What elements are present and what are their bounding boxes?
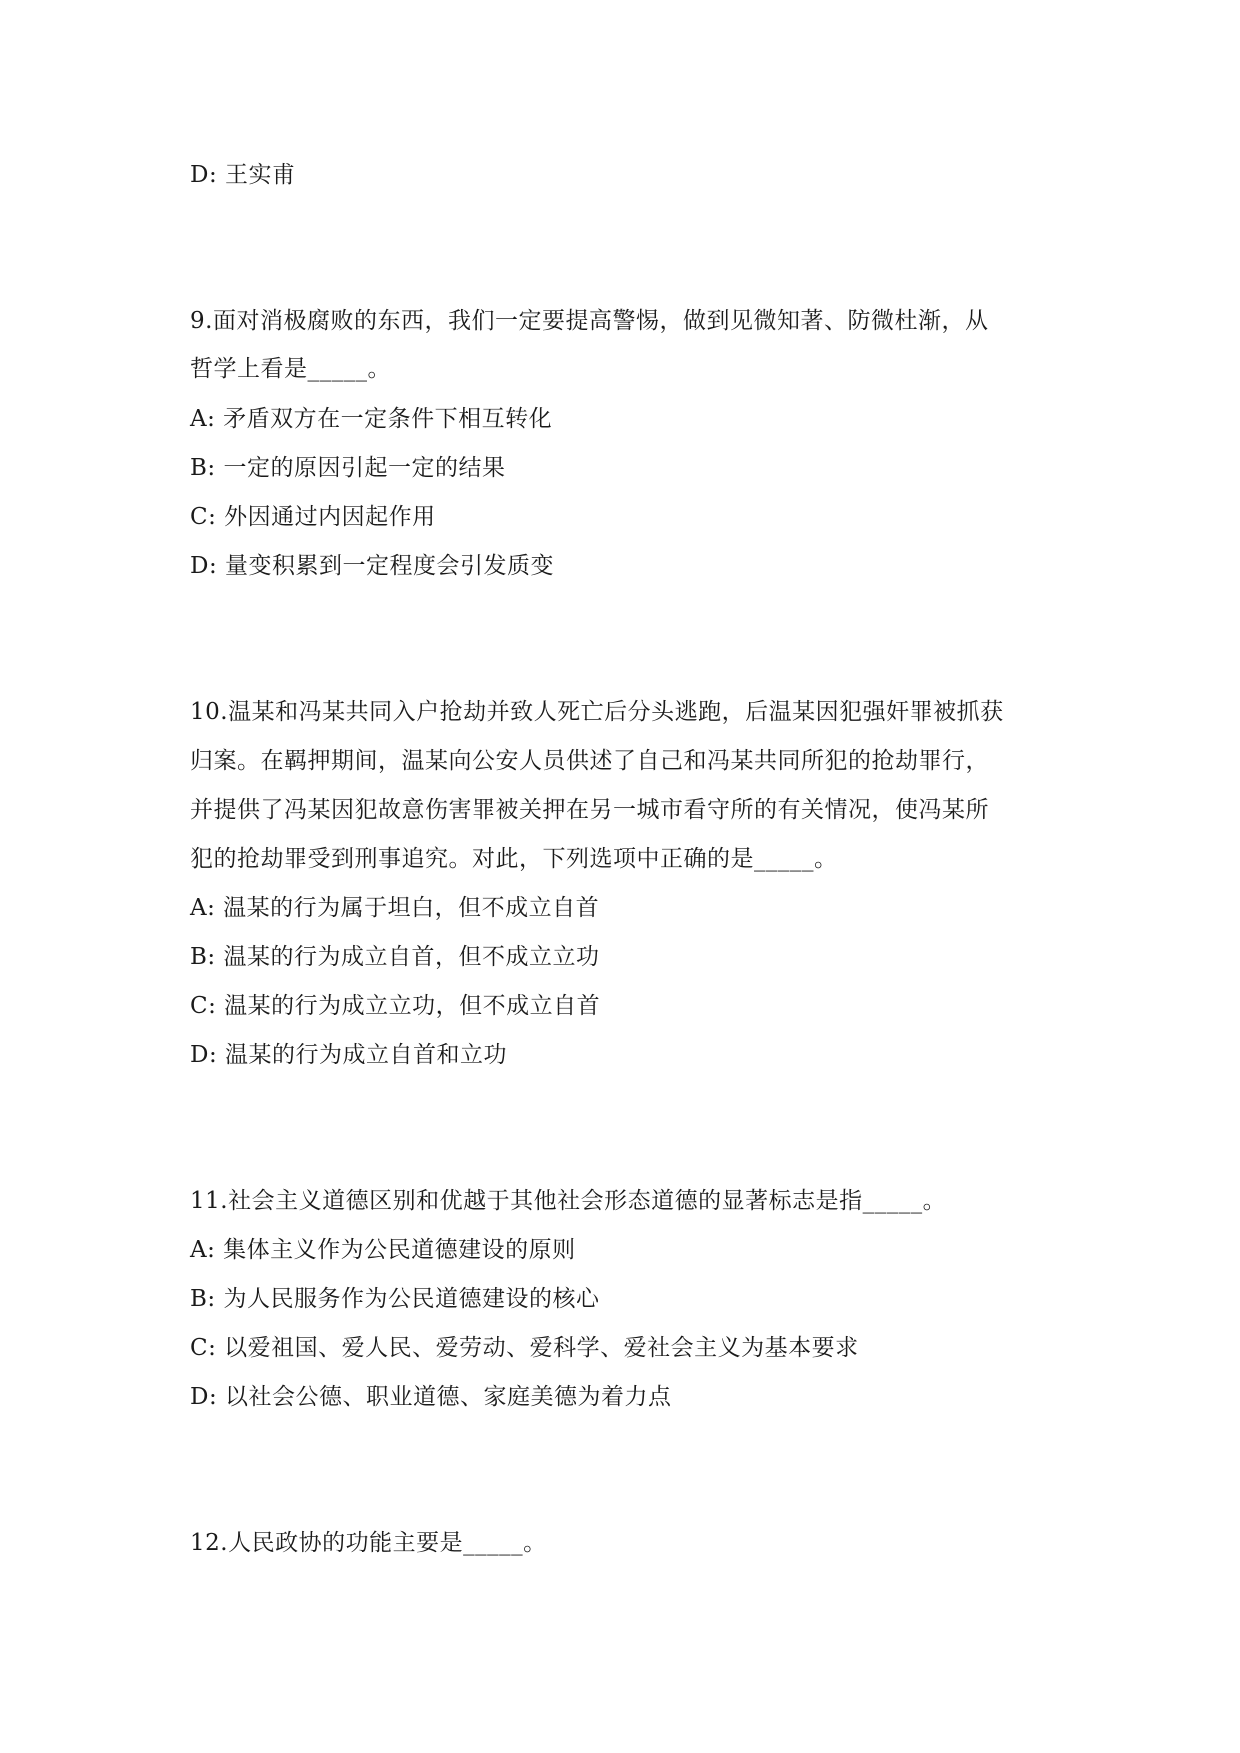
question-10-stem-line-3: 并提供了冯某因犯故意伤害罪被关押在另一城市看守所的有关情况，使冯某所	[190, 797, 989, 823]
question-11-stem: 11.社会主义道德区别和优越于其他社会形态道德的显著标志是指_____。	[190, 1188, 947, 1214]
question-11-option-c: C: 以爱祖国、爱人民、爱劳动、爱科学、爱社会主义为基本要求	[190, 1335, 859, 1361]
prev-question-option-d: D: 王实甫	[190, 162, 296, 188]
question-10-stem-line-2: 归案。在羁押期间，温某向公安人员供述了自己和冯某共同所犯的抢劫罪行，	[190, 748, 989, 774]
question-10-option-b: B: 温某的行为成立自首，但不成立立功	[190, 944, 600, 970]
question-11-option-b: B: 为人民服务作为公民道德建设的核心	[190, 1286, 600, 1312]
question-11-option-d: D: 以社会公德、职业道德、家庭美德为着力点	[190, 1384, 672, 1410]
question-9-option-c: C: 外因通过内因起作用	[190, 504, 436, 530]
question-10-option-a: A: 温某的行为属于坦白，但不成立自首	[190, 895, 600, 921]
question-9-option-a: A: 矛盾双方在一定条件下相互转化	[190, 406, 553, 432]
question-9-option-d: D: 量变积累到一定程度会引发质变	[190, 553, 555, 579]
question-11-option-a: A: 集体主义作为公民道德建设的原则	[190, 1237, 576, 1263]
question-10-option-d: D: 温某的行为成立自首和立功	[190, 1042, 508, 1068]
question-9-option-b: B: 一定的原因引起一定的结果	[190, 455, 506, 481]
question-9-stem-line-1: 9.面对消极腐败的东西，我们一定要提高警惕，做到见微知著、防微杜渐，从	[190, 308, 989, 334]
question-9-stem-line-2: 哲学上看是_____。	[190, 356, 391, 382]
question-10-stem-line-4: 犯的抢劫罪受到刑事追究。对此，下列选项中正确的是_____。	[190, 846, 838, 872]
question-10-option-c: C: 温某的行为成立立功，但不成立自首	[190, 993, 601, 1019]
question-12-stem: 12.人民政协的功能主要是_____。	[190, 1530, 547, 1556]
question-10-stem-line-1: 10.温某和冯某共同入户抢劫并致人死亡后分头逃跑，后温某因犯强奸罪被抓获	[190, 699, 1004, 725]
